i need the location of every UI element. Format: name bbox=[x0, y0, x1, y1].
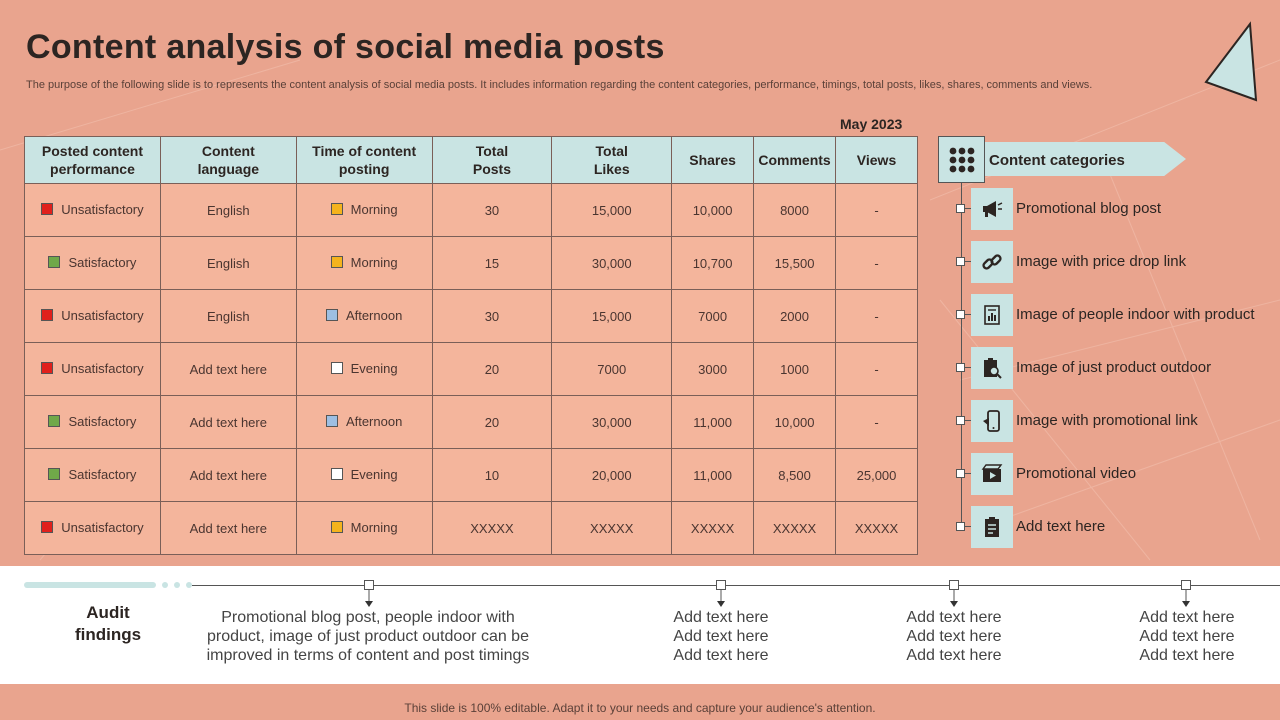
band-dot bbox=[174, 582, 180, 588]
cell-comments: 8000 bbox=[754, 184, 836, 237]
cell-performance bbox=[25, 237, 161, 290]
audit-finding-line: Add text here bbox=[673, 628, 769, 645]
performance-indicator bbox=[41, 520, 143, 535]
status-color-square bbox=[331, 362, 343, 374]
table-row bbox=[25, 449, 918, 502]
megaphone-icon bbox=[971, 188, 1013, 230]
cell-language: English bbox=[160, 237, 296, 290]
cell-performance bbox=[25, 184, 161, 237]
categories-header-label: Content categories bbox=[989, 152, 1125, 169]
audit-title-line: Audit bbox=[86, 603, 130, 622]
audit-finding-line: product, image of just product outdoor can be bbox=[207, 628, 529, 645]
cell-performance bbox=[25, 290, 161, 343]
down-arrow-icon bbox=[716, 590, 726, 608]
column-header-line: Views bbox=[856, 152, 897, 168]
checklist-icon bbox=[971, 506, 1013, 548]
category-item bbox=[956, 453, 1276, 495]
category-connector-node bbox=[956, 416, 965, 425]
audit-finding-line: Add text here bbox=[906, 647, 1002, 664]
cell-posts: 30 bbox=[432, 290, 552, 343]
month-label: May 2023 bbox=[840, 116, 903, 132]
cell-likes: 30,000 bbox=[552, 396, 672, 449]
audit-finding-line: Add text here bbox=[673, 609, 769, 626]
cell-time bbox=[296, 449, 432, 502]
column-header-line: language bbox=[197, 161, 260, 177]
cell-comments: 10,000 bbox=[754, 396, 836, 449]
content-categories-header bbox=[938, 136, 1188, 183]
performance-text: Unsatisfactory bbox=[61, 519, 144, 535]
cell-comments: 15,500 bbox=[754, 237, 836, 290]
page-title: Content analysis of social media posts bbox=[26, 28, 665, 66]
category-connector-node bbox=[956, 363, 965, 372]
column-header-line: Total bbox=[595, 143, 628, 159]
cell-posts: 15 bbox=[432, 237, 552, 290]
column-header-line: Posts bbox=[472, 161, 511, 177]
time-text: Evening bbox=[350, 466, 398, 482]
cell-shares: XXXXX bbox=[672, 502, 754, 555]
timeline-node bbox=[1181, 580, 1191, 590]
table-row bbox=[25, 184, 918, 237]
cell-language: English bbox=[160, 184, 296, 237]
cell-likes: 15,000 bbox=[552, 290, 672, 343]
cell-posts: 10 bbox=[432, 449, 552, 502]
band-timeline-line bbox=[192, 585, 1280, 586]
cell-shares: 11,000 bbox=[672, 449, 754, 502]
performance-indicator bbox=[48, 467, 136, 482]
audit-finding-line: improved in terms of content and post timings bbox=[206, 647, 530, 664]
table-header-row bbox=[25, 137, 918, 184]
audit-findings-band bbox=[0, 566, 1280, 684]
column-header-line: Likes bbox=[593, 161, 630, 177]
audit-finding bbox=[620, 608, 822, 665]
column-header-line: Comments bbox=[758, 152, 831, 168]
audit-finding-line: Add text here bbox=[1139, 628, 1235, 645]
performance-indicator bbox=[41, 202, 143, 217]
category-item bbox=[956, 188, 1276, 230]
cell-posts: 20 bbox=[432, 343, 552, 396]
cell-likes: XXXXX bbox=[552, 502, 672, 555]
performance-text: Unsatisfactory bbox=[61, 360, 144, 376]
status-color-square bbox=[41, 203, 53, 215]
cell-posts: 20 bbox=[432, 396, 552, 449]
performance-text: Unsatisfactory bbox=[61, 307, 144, 323]
performance-text: Satisfactory bbox=[68, 413, 137, 429]
cell-views: 25,000 bbox=[836, 449, 918, 502]
category-item bbox=[956, 400, 1276, 442]
cell-likes: 30,000 bbox=[552, 237, 672, 290]
column-header-line: performance bbox=[50, 161, 135, 177]
category-connector-node bbox=[956, 310, 965, 319]
cell-likes: 20,000 bbox=[552, 449, 672, 502]
column-header bbox=[432, 137, 552, 184]
audit-findings-title bbox=[60, 602, 156, 646]
band-decoration-bar bbox=[24, 582, 156, 588]
column-header-line: Shares bbox=[689, 152, 736, 168]
cell-comments: XXXXX bbox=[754, 502, 836, 555]
performance-indicator bbox=[48, 414, 136, 429]
time-text: Morning bbox=[350, 254, 398, 270]
down-arrow-icon bbox=[1181, 590, 1191, 608]
status-color-square bbox=[41, 362, 53, 374]
status-color-square bbox=[331, 203, 343, 215]
cell-time bbox=[296, 502, 432, 555]
category-label: Image of just product outdoor bbox=[1016, 359, 1212, 376]
column-header-line: posting bbox=[338, 161, 390, 177]
status-color-square bbox=[48, 256, 60, 268]
grid-dots-icon bbox=[938, 136, 985, 183]
down-arrow-icon bbox=[949, 590, 959, 608]
audit-finding bbox=[188, 608, 548, 665]
table-row bbox=[25, 237, 918, 290]
column-header-line: Posted content bbox=[41, 143, 144, 159]
status-color-square bbox=[48, 468, 60, 480]
table-row bbox=[25, 343, 918, 396]
performance-text: Satisfactory bbox=[68, 254, 137, 270]
time-indicator bbox=[331, 467, 398, 482]
audit-finding-line: Add text here bbox=[1139, 609, 1235, 626]
cell-comments: 8,500 bbox=[754, 449, 836, 502]
cell-views: - bbox=[836, 184, 918, 237]
cell-time bbox=[296, 343, 432, 396]
cell-performance bbox=[25, 502, 161, 555]
cell-performance bbox=[25, 449, 161, 502]
audit-finding-line: Add text here bbox=[906, 609, 1002, 626]
audit-title-line: findings bbox=[74, 625, 142, 644]
column-header bbox=[25, 137, 161, 184]
page-subtitle: The purpose of the following slide is to represents the content analysis of social media posts. It includes information regarding the content categories, performance, timings, total posts, likes, shares, comments and views. bbox=[26, 79, 1093, 91]
cell-shares: 10,000 bbox=[672, 184, 754, 237]
time-indicator bbox=[331, 520, 398, 535]
cell-posts: XXXXX bbox=[432, 502, 552, 555]
timeline-node bbox=[716, 580, 726, 590]
cell-shares: 11,000 bbox=[672, 396, 754, 449]
cell-shares: 10,700 bbox=[672, 237, 754, 290]
band-dot bbox=[162, 582, 168, 588]
cell-comments: 2000 bbox=[754, 290, 836, 343]
link-icon bbox=[971, 241, 1013, 283]
column-header bbox=[160, 137, 296, 184]
category-item bbox=[956, 294, 1276, 336]
status-color-square bbox=[331, 256, 343, 268]
cell-time bbox=[296, 396, 432, 449]
cell-views: XXXXX bbox=[836, 502, 918, 555]
column-header bbox=[754, 137, 836, 184]
cell-likes: 15,000 bbox=[552, 184, 672, 237]
status-color-square bbox=[331, 521, 343, 533]
table-row bbox=[25, 290, 918, 343]
cell-performance bbox=[25, 343, 161, 396]
category-connector-node bbox=[956, 204, 965, 213]
column-header bbox=[296, 137, 432, 184]
table-row bbox=[25, 396, 918, 449]
report-icon bbox=[971, 294, 1013, 336]
category-item bbox=[956, 347, 1276, 389]
down-arrow-icon bbox=[364, 590, 374, 608]
column-header-line: Total bbox=[475, 143, 509, 159]
category-item bbox=[956, 241, 1276, 283]
time-text: Morning bbox=[350, 519, 398, 535]
category-connector-node bbox=[956, 469, 965, 478]
category-label: Image with promotional link bbox=[1016, 412, 1198, 429]
status-color-square bbox=[41, 521, 53, 533]
column-header-line: Content bbox=[201, 143, 255, 159]
status-color-square bbox=[331, 468, 343, 480]
cell-language: Add text here bbox=[160, 449, 296, 502]
time-indicator bbox=[331, 255, 398, 270]
content-analysis-table bbox=[24, 136, 918, 555]
cell-views: - bbox=[836, 290, 918, 343]
cell-language: Add text here bbox=[160, 396, 296, 449]
category-item bbox=[956, 506, 1276, 548]
column-header bbox=[836, 137, 918, 184]
time-text: Evening bbox=[350, 360, 398, 376]
status-color-square bbox=[41, 309, 53, 321]
video-icon bbox=[971, 453, 1013, 495]
clipboard-search-icon bbox=[971, 347, 1013, 389]
cell-views: - bbox=[836, 343, 918, 396]
status-color-square bbox=[326, 415, 338, 427]
cell-language: Add text here bbox=[160, 343, 296, 396]
performance-text: Unsatisfactory bbox=[61, 201, 144, 217]
category-label: Add text here bbox=[1016, 518, 1106, 535]
cell-posts: 30 bbox=[432, 184, 552, 237]
audit-finding-line: Add text here bbox=[906, 628, 1002, 645]
time-indicator bbox=[331, 202, 398, 217]
status-color-square bbox=[48, 415, 60, 427]
footer-note: This slide is 100% editable. Adapt it to your needs and capture your audience's attention. bbox=[404, 701, 876, 715]
cell-views: - bbox=[836, 237, 918, 290]
performance-indicator bbox=[41, 308, 143, 323]
audit-finding-line: Add text here bbox=[1139, 647, 1235, 664]
audit-finding-line: Promotional blog post, people indoor with bbox=[221, 609, 515, 626]
status-color-square bbox=[326, 309, 338, 321]
category-connector-node bbox=[956, 257, 965, 266]
time-indicator bbox=[326, 308, 402, 323]
audit-finding bbox=[1086, 608, 1280, 665]
audit-finding bbox=[853, 608, 1055, 665]
cell-time bbox=[296, 290, 432, 343]
time-text: Afternoon bbox=[345, 307, 403, 323]
timeline-node bbox=[364, 580, 374, 590]
category-connector-node bbox=[956, 522, 965, 531]
performance-text: Satisfactory bbox=[68, 466, 137, 482]
performance-indicator bbox=[41, 361, 143, 376]
performance-indicator bbox=[48, 255, 136, 270]
cell-language: English bbox=[160, 290, 296, 343]
cell-language: Add text here bbox=[160, 502, 296, 555]
cell-views: - bbox=[836, 396, 918, 449]
column-header-line: Time of content bbox=[312, 143, 417, 159]
corner-triangle-decoration bbox=[1202, 20, 1258, 104]
cell-shares: 3000 bbox=[672, 343, 754, 396]
cell-time bbox=[296, 237, 432, 290]
cell-shares: 7000 bbox=[672, 290, 754, 343]
category-label: Image of people indoor with product bbox=[1016, 306, 1255, 323]
cell-comments: 1000 bbox=[754, 343, 836, 396]
audit-finding-line: Add text here bbox=[673, 647, 769, 664]
cell-likes: 7000 bbox=[552, 343, 672, 396]
phone-icon bbox=[971, 400, 1013, 442]
cell-time bbox=[296, 184, 432, 237]
time-text: Afternoon bbox=[345, 413, 403, 429]
category-label: Promotional blog post bbox=[1016, 200, 1162, 217]
category-label: Image with price drop link bbox=[1016, 253, 1187, 270]
time-indicator bbox=[326, 414, 402, 429]
category-label: Promotional video bbox=[1016, 465, 1137, 482]
column-header bbox=[672, 137, 754, 184]
timeline-node bbox=[949, 580, 959, 590]
table-row bbox=[25, 502, 918, 555]
column-header bbox=[552, 137, 672, 184]
time-text: Morning bbox=[350, 201, 398, 217]
cell-performance bbox=[25, 396, 161, 449]
time-indicator bbox=[331, 361, 398, 376]
